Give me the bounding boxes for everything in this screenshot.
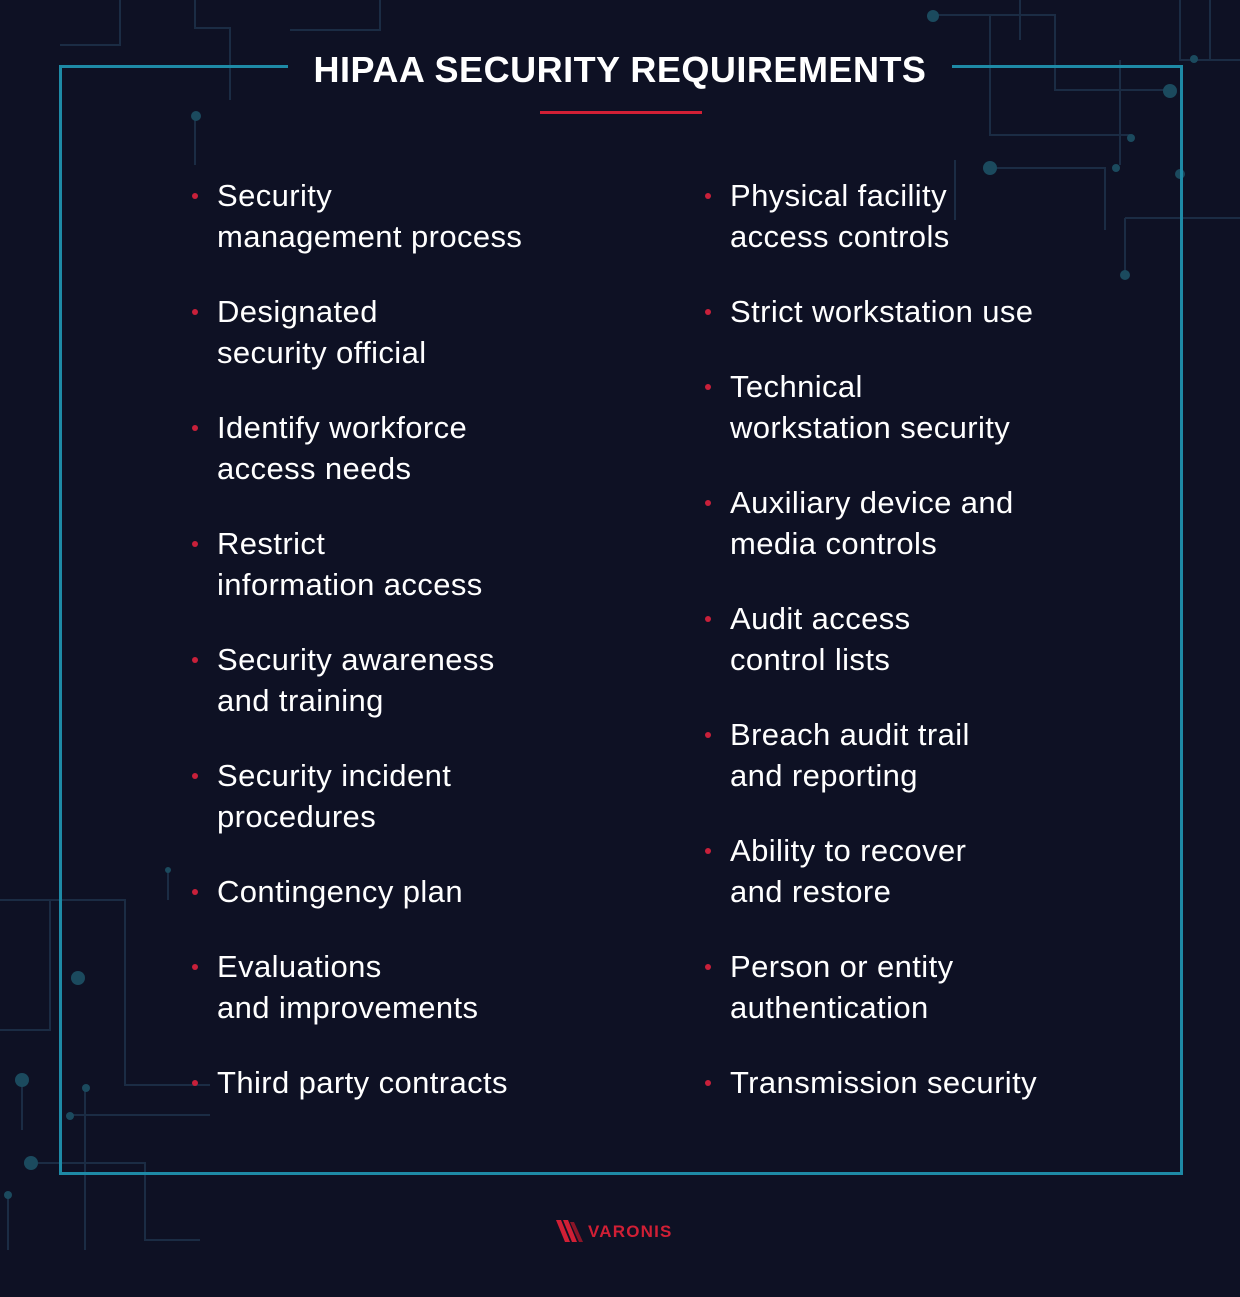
list-item	[190, 946, 630, 1028]
varonis-logo	[556, 1219, 673, 1245]
list-item	[703, 946, 1143, 1028]
bullet-icon	[705, 384, 711, 390]
list-item-text: Designated security official	[217, 294, 427, 370]
bullet-icon	[705, 1080, 711, 1086]
list-item-text: Restrict information access	[217, 526, 483, 602]
page-title: HIPAA SECURITY REQUIREMENTS	[313, 49, 927, 90]
list-item-text: Strict workstation use	[730, 294, 1034, 329]
list-item	[703, 366, 1143, 448]
list-item	[190, 755, 630, 837]
left-requirements-list	[190, 175, 630, 1137]
bullet-icon	[705, 848, 711, 854]
list-item-text: Contingency plan	[217, 874, 463, 909]
varonis-logo-icon	[556, 1220, 586, 1244]
list-item-text: Audit access control lists	[730, 601, 911, 677]
right-requirements-list	[703, 175, 1143, 1137]
title-container	[288, 40, 952, 100]
list-item-text: Ability to recover and restore	[730, 833, 967, 909]
list-item	[190, 1062, 630, 1103]
list-item-text: Physical facility access controls	[730, 178, 950, 254]
bullet-icon	[192, 425, 198, 431]
bullet-icon	[705, 309, 711, 315]
bullet-icon	[705, 964, 711, 970]
list-item	[190, 871, 630, 912]
list-item-text: Security incident procedures	[217, 758, 452, 834]
bullet-icon	[705, 616, 711, 622]
list-item	[190, 175, 630, 257]
list-item	[703, 714, 1143, 796]
list-item	[190, 639, 630, 721]
bullet-icon	[705, 193, 711, 199]
bullet-icon	[192, 773, 198, 779]
list-item-text: Evaluations and improvements	[217, 949, 479, 1025]
bullet-icon	[192, 193, 198, 199]
list-item	[703, 1062, 1143, 1103]
list-item	[703, 830, 1143, 912]
list-item-text: Third party contracts	[217, 1065, 508, 1100]
bullet-icon	[705, 732, 711, 738]
list-item	[703, 482, 1143, 564]
title-underline	[540, 111, 702, 114]
list-item	[190, 291, 630, 373]
list-item-text: Transmission security	[730, 1065, 1037, 1100]
list-item-text: Technical workstation security	[730, 369, 1011, 445]
list-item-text: Identify workforce access needs	[217, 410, 468, 486]
bullet-icon	[192, 541, 198, 547]
bullet-icon	[192, 309, 198, 315]
bullet-icon	[192, 889, 198, 895]
bullet-icon	[192, 964, 198, 970]
bullet-icon	[192, 657, 198, 663]
list-item-text: Security management process	[217, 178, 523, 254]
list-item-text: Breach audit trail and reporting	[730, 717, 970, 793]
list-item	[190, 407, 630, 489]
bullet-icon	[192, 1080, 198, 1086]
list-item-text: Person or entity authentication	[730, 949, 954, 1025]
list-item	[703, 291, 1143, 332]
list-item-text: Auxiliary device and media controls	[730, 485, 1014, 561]
list-item	[190, 523, 630, 605]
list-item	[703, 598, 1143, 680]
list-item	[703, 175, 1143, 257]
bullet-icon	[705, 500, 711, 506]
list-item-text: Security awareness and training	[217, 642, 495, 718]
logo-text: VARONIS	[588, 1222, 673, 1241]
